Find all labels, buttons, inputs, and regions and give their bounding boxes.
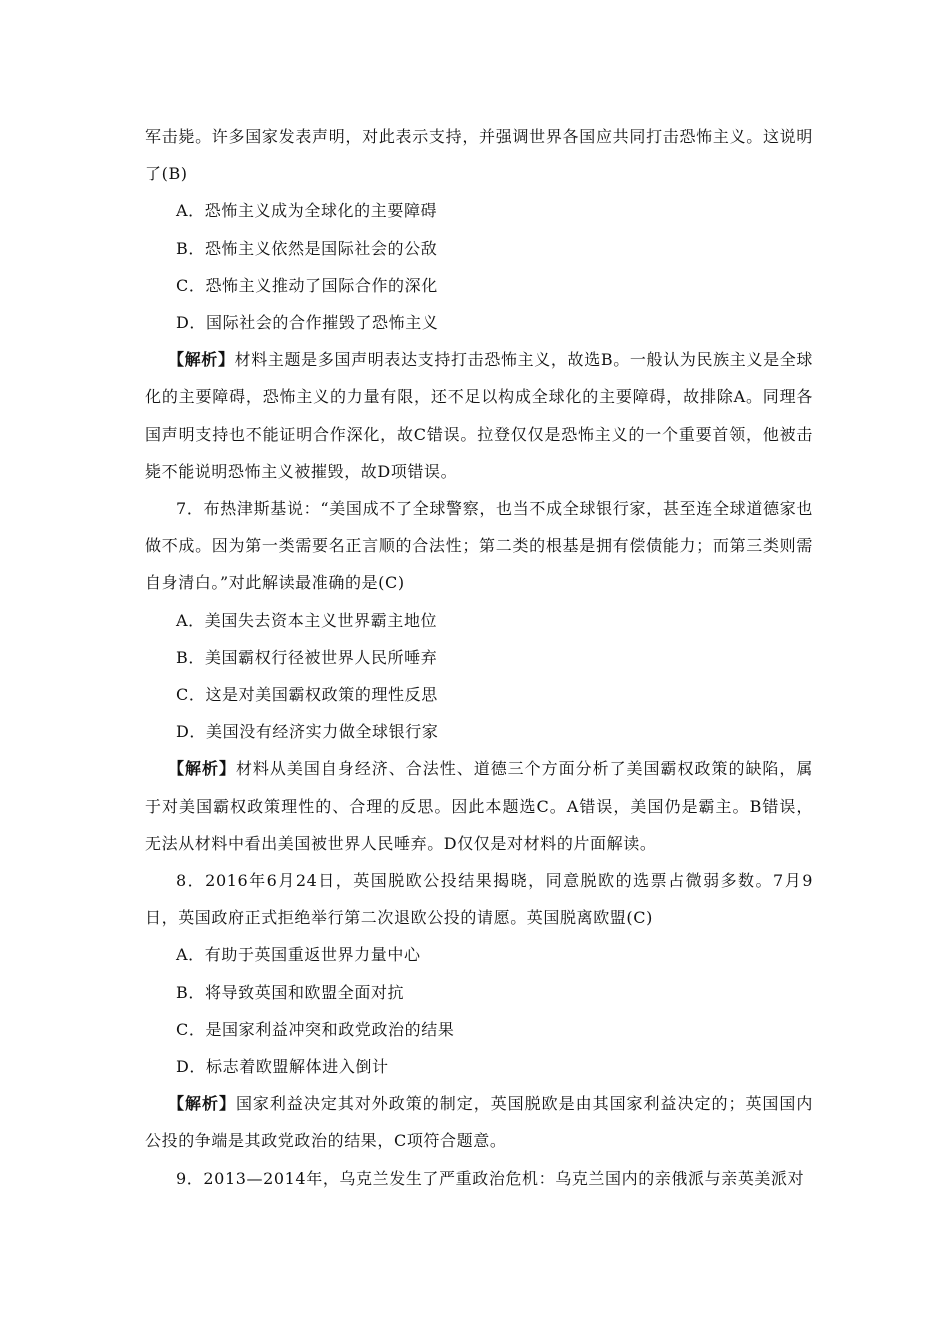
question-6-option-b: B．恐怖主义依然是国际社会的公敌 bbox=[176, 238, 438, 258]
question-7-option-a: A．美国失去资本主义世界霸主地位 bbox=[176, 610, 438, 630]
question-6-analysis bbox=[145, 341, 813, 490]
question-8-option-d: D．标志着欧盟解体进入倒计 bbox=[176, 1057, 389, 1077]
analysis-tag: 【解析】 bbox=[168, 1094, 236, 1114]
question-6-option-a: A．恐怖主义成为全球化的主要障碍 bbox=[176, 201, 438, 221]
question-8-option-c: C．是国家利益冲突和政党政治的结果 bbox=[176, 1019, 455, 1039]
question-7-analysis bbox=[145, 750, 813, 862]
question-6-stem: 军击毙。许多国家发表声明，对此表示支持，并强调世界各国应共同打击恐怖主义。这说明了(B) bbox=[145, 127, 813, 184]
question-8-option-b: B．将导致英国和欧盟全面对抗 bbox=[176, 982, 405, 1002]
question-7-stem: 7．布热津斯基说：“美国成不了全球警察，也当不成全球银行家，甚至连全球道德家也做不成。因为第一类需要名正言顺的合法性；第二类的根基是拥有偿债能力；而第三类则需自身清白。”对此解读最准确的是(C) bbox=[145, 499, 813, 593]
analysis-tag: 【解析】 bbox=[168, 350, 235, 370]
document-body bbox=[145, 118, 813, 1197]
analysis-tag: 【解析】 bbox=[168, 759, 236, 779]
question-6-option-d: D．国际社会的合作摧毁了恐怖主义 bbox=[176, 313, 439, 333]
question-7-option-d: D．美国没有经济实力做全球银行家 bbox=[176, 722, 439, 742]
question-9-stem: 9．2013—2014年，乌克兰发生了严重政治危机：乌克兰国内的亲俄派与亲英美派对 bbox=[176, 1168, 805, 1188]
analysis-text: 材料主题是多国声明表达支持打击恐怖主义，故选B。一般认为民族主义是全球化的主要障碍，恐怖主义的力量有限，还不足以构成全球化的主要障碍，故排除A。同理各国声明支持也不能证明合作深化，故C错误。拉登仅仅是恐怖主义的一个重要首领，他被击毙不能说明恐怖主义被摧毁，故D项错误。 bbox=[145, 350, 813, 481]
analysis-text: 国家利益决定其对外政策的制定，英国脱欧是由其国家利益决定的；英国国内公投的争端是其政党政治的结果，C项符合题意。 bbox=[145, 1094, 813, 1151]
question-7-option-c: C．这是对美国霸权政策的理性反思 bbox=[176, 685, 438, 705]
question-8-option-a: A．有助于英国重返世界力量中心 bbox=[176, 945, 421, 965]
question-8-analysis bbox=[145, 1085, 813, 1159]
question-6-option-c: C．恐怖主义推动了国际合作的深化 bbox=[176, 275, 438, 295]
question-7-option-b: B．美国霸权行径被世界人民所唾弃 bbox=[176, 647, 438, 667]
analysis-text: 材料从美国自身经济、合法性、道德三个方面分析了美国霸权政策的缺陷，属于对美国霸权政策理性的、合理的反思。因此本题选C。A错误，美国仍是霸主。B错误，无法从材料中看出美国被世界人民唾弃。D仅仅是对材料的片面解读。 bbox=[145, 759, 813, 853]
question-8-stem: 8．2016年6月24日，英国脱欧公投结果揭晓，同意脱欧的选票占微弱多数。7月9日，英国政府正式拒绝举行第二次退欧公投的请愿。英国脱离欧盟(C) bbox=[145, 871, 813, 928]
